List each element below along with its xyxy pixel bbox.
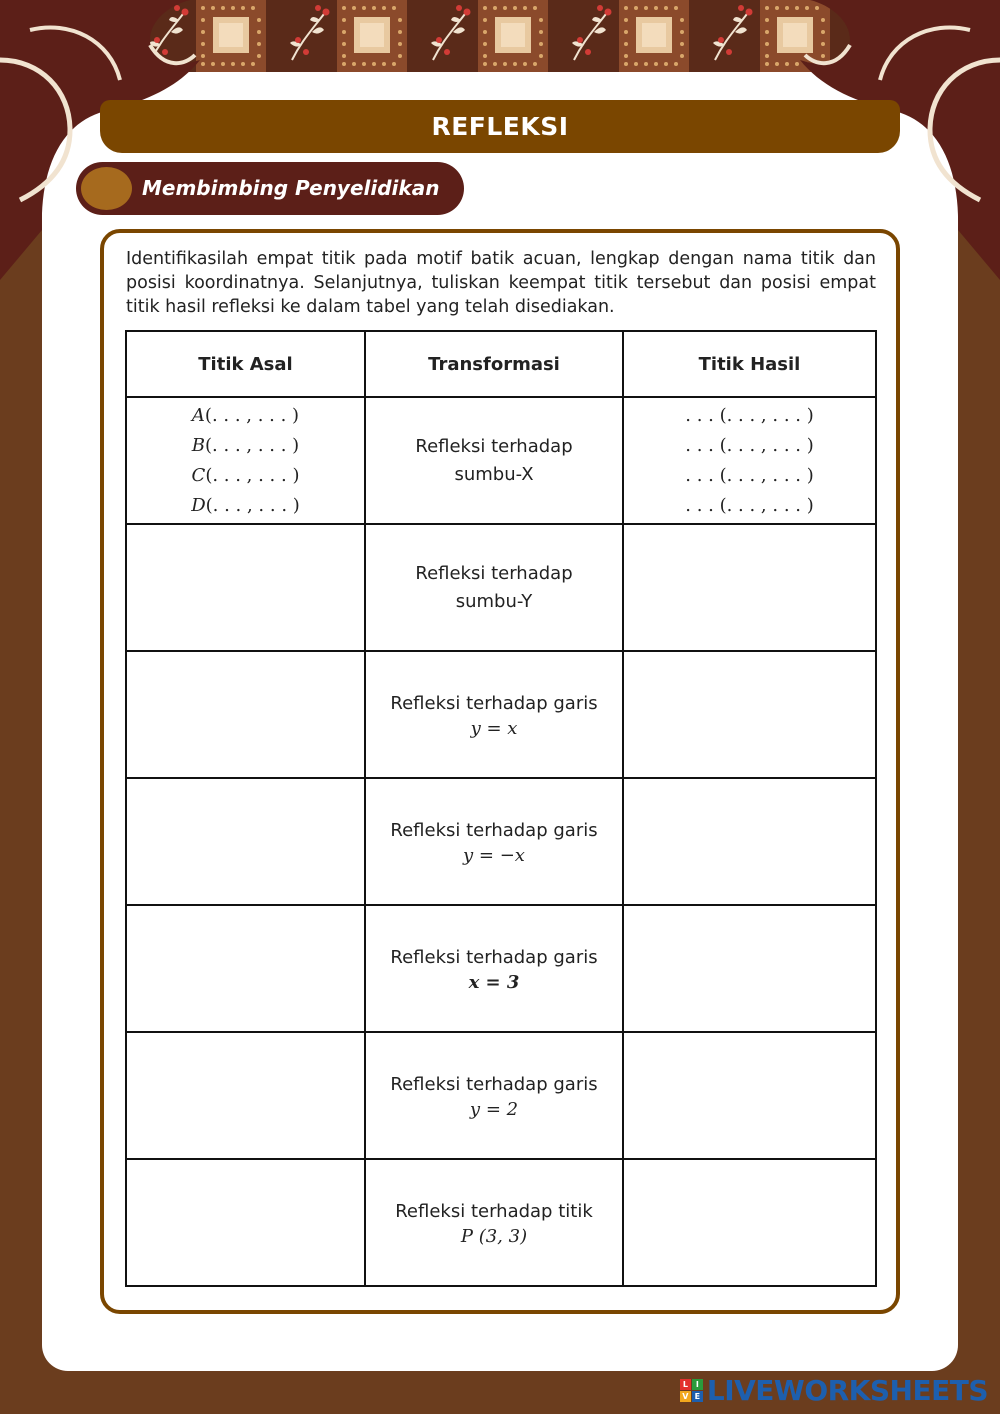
- transform-label: Refleksi terhadap garis: [390, 1074, 598, 1095]
- header-transformasi: Transformasi: [365, 331, 623, 397]
- result-cell[interactable]: [623, 905, 876, 1032]
- origin-point-a: A(. . . , . . . ): [191, 404, 300, 426]
- table-row: [126, 397, 876, 524]
- page-title: REFLEKSI: [100, 100, 900, 153]
- origin-cell[interactable]: [126, 397, 365, 524]
- origin-cell[interactable]: [126, 524, 365, 651]
- result-cell[interactable]: [623, 524, 876, 651]
- header-titik-hasil: Titik Hasil: [623, 331, 876, 397]
- table-row: [126, 1159, 876, 1286]
- transform-expression: x = 3: [468, 972, 520, 993]
- transform-expression: P (3, 3): [460, 1226, 528, 1247]
- result-point-2: . . . (. . . , . . . ): [685, 434, 814, 456]
- result-cell[interactable]: [623, 778, 876, 905]
- transform-label: Refleksi terhadap garis: [390, 947, 598, 968]
- result-point-4: . . . (. . . , . . . ): [685, 494, 814, 516]
- result-cell[interactable]: [623, 397, 876, 524]
- result-cell[interactable]: [623, 651, 876, 778]
- transform-expression: y = x: [470, 718, 518, 739]
- header-titik-asal: Titik Asal: [126, 331, 365, 397]
- origin-point-d: D(. . . , . . . ): [191, 494, 300, 516]
- table-row: [126, 778, 876, 905]
- result-cell[interactable]: [623, 1159, 876, 1286]
- result-point-1: . . . (. . . , . . . ): [685, 404, 814, 426]
- origin-cell[interactable]: [126, 905, 365, 1032]
- transform-cell: [365, 778, 623, 905]
- section-label: Membimbing Penyelidikan: [142, 176, 440, 200]
- transform-cell: [365, 524, 623, 651]
- transform-cell: [365, 1159, 623, 1286]
- origin-point-b: B(. . . , . . . ): [191, 434, 300, 456]
- transform-cell: [365, 905, 623, 1032]
- transform-cell: [365, 397, 623, 524]
- table-header-row: [126, 331, 876, 397]
- transform-cell: [365, 651, 623, 778]
- origin-cell[interactable]: [126, 1159, 365, 1286]
- table-row: [126, 524, 876, 651]
- section-bullet-icon: [81, 167, 132, 210]
- table-row: [126, 1032, 876, 1159]
- table-row: [126, 905, 876, 1032]
- transform-label: Refleksi terhadap sumbu-X: [415, 435, 573, 485]
- transform-label: Refleksi terhadap garis: [390, 820, 598, 841]
- origin-cell[interactable]: [126, 778, 365, 905]
- origin-cell[interactable]: [126, 651, 365, 778]
- transform-label: Refleksi terhadap sumbu-Y: [415, 562, 573, 612]
- transform-expression: y = 2: [469, 1099, 519, 1120]
- transform-expression: y = −x: [463, 845, 525, 866]
- origin-point-c: C(. . . , . . . ): [191, 464, 300, 486]
- instructions-text: Identifikasilah empat titik pada motif batik acuan, lengkap dengan nama titik dan posisi koordinatnya. Selanjutnya, tuliskan keempat titik tersebut dan posisi empat titik hasil refleksi ke dalam tabel yang telah disediakan.: [126, 249, 876, 317]
- liveworksheets-logo-icon: L I V E: [680, 1379, 703, 1402]
- reflection-table: [125, 330, 877, 1287]
- liveworksheets-brand[interactable]: [680, 1374, 988, 1406]
- transform-label: Refleksi terhadap titik: [395, 1201, 593, 1222]
- result-cell[interactable]: [623, 1032, 876, 1159]
- result-point-3: . . . (. . . , . . . ): [685, 464, 814, 486]
- brand-wordmark: LIVEWORKSHEETS: [706, 1373, 988, 1407]
- transform-cell: [365, 1032, 623, 1159]
- transform-label: Refleksi terhadap garis: [390, 693, 598, 714]
- table-row: [126, 651, 876, 778]
- section-heading: [76, 162, 464, 215]
- origin-cell[interactable]: [126, 1032, 365, 1159]
